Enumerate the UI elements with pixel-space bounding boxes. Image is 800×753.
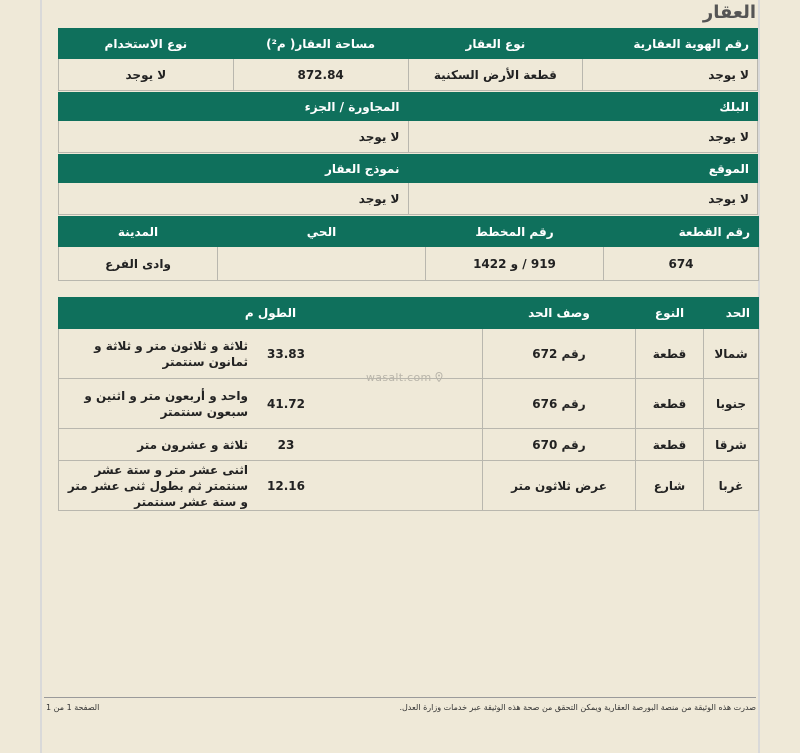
usage-type-header: نوع الاستخدام bbox=[59, 29, 234, 59]
property-id-value: لا يوجد bbox=[583, 59, 758, 91]
length-number: 41.72 bbox=[267, 396, 305, 411]
location-value: لا يوجد bbox=[408, 183, 758, 215]
length-number: 12.16 bbox=[267, 478, 305, 493]
table-row bbox=[59, 379, 759, 429]
side-header: الحد bbox=[704, 298, 759, 329]
type-cell: شارع bbox=[636, 461, 704, 511]
length-text: ثلاثة و عشرون متر bbox=[137, 437, 248, 452]
plan-number-value: 919 / و 1422 bbox=[426, 247, 604, 281]
type-cell: قطعة bbox=[636, 379, 704, 429]
length-text: ثلاثة و ثلاثون متر و ثلاثة و ثمانون سنتمتر bbox=[94, 338, 248, 369]
district-value bbox=[218, 247, 426, 281]
property-type-header: نوع العقار bbox=[408, 29, 583, 59]
table-row bbox=[59, 461, 759, 511]
district-header: الحي bbox=[218, 217, 426, 247]
plot-number-value: 674 bbox=[604, 247, 759, 281]
property-model-value: لا يوجد bbox=[59, 183, 409, 215]
city-header: المدينة bbox=[59, 217, 218, 247]
plot-table bbox=[58, 216, 759, 281]
plan-number-header: رقم المخطط bbox=[426, 217, 604, 247]
footer-note: صدرت هذه الوثيقة من منصة البورصة العقارية ويمكن التحقق من صحة هذه الوثيقة عبر خدمات وزارة العدل. bbox=[399, 703, 756, 712]
block-table bbox=[58, 92, 758, 153]
page-number: الصفحة 1 من 1 bbox=[46, 703, 100, 712]
type-cell: قطعة bbox=[636, 329, 704, 379]
usage-type-value: لا يوجد bbox=[59, 59, 234, 91]
description-cell: رقم 676 bbox=[483, 379, 636, 429]
property-id-header: رقم الهوية العقارية bbox=[583, 29, 758, 59]
watermark-text: wasalt.com bbox=[366, 371, 432, 384]
neighborhood-part-header: المجاورة / الجزء bbox=[59, 93, 409, 121]
length-text: واحد و أربعون متر و اثنين و سبعون سنتمتر bbox=[84, 388, 248, 419]
length-number: 33.83 bbox=[267, 346, 305, 361]
watermark bbox=[366, 371, 443, 384]
length-cell bbox=[59, 429, 483, 461]
side-cell: شمالا bbox=[704, 329, 759, 379]
length-cell bbox=[59, 379, 483, 429]
description-header: وصف الحد bbox=[483, 298, 636, 329]
property-model-header: نموذج العقار bbox=[59, 155, 409, 183]
description-cell: رقم 672 bbox=[483, 329, 636, 379]
property-info-table bbox=[58, 28, 758, 91]
side-cell: شرقا bbox=[704, 429, 759, 461]
neighborhood-part-value: لا يوجد bbox=[59, 121, 409, 153]
location-pin-icon bbox=[435, 371, 443, 384]
location-table bbox=[58, 154, 758, 215]
type-header: النوع bbox=[636, 298, 704, 329]
property-area-header: مساحة العقار( م²) bbox=[233, 29, 408, 59]
side-cell: جنوبا bbox=[704, 379, 759, 429]
location-header: الموقع bbox=[408, 155, 758, 183]
plot-number-header: رقم القطعة bbox=[604, 217, 759, 247]
length-cell bbox=[59, 461, 483, 511]
type-cell: قطعة bbox=[636, 429, 704, 461]
boundaries-table bbox=[58, 297, 759, 511]
left-frame-line bbox=[40, 0, 42, 753]
footer-divider bbox=[44, 697, 756, 698]
table-row bbox=[59, 429, 759, 461]
length-text: اثنى عشر متر و ستة عشر سنتمتر ثم بطول ثنى عشر متر و ستة عشر سنتمتر bbox=[67, 462, 248, 509]
city-value: وادى الفرع bbox=[59, 247, 218, 281]
block-value: لا يوجد bbox=[408, 121, 758, 153]
description-cell: رقم 670 bbox=[483, 429, 636, 461]
page-title: العقار bbox=[702, 2, 756, 23]
length-header: الطول م bbox=[59, 298, 483, 329]
length-number: 23 bbox=[277, 437, 295, 452]
property-area-value: 872.84 bbox=[233, 59, 408, 91]
block-header: البلك bbox=[408, 93, 758, 121]
property-type-value: قطعة الأرض السكنية bbox=[408, 59, 583, 91]
description-cell: عرض ثلاثون متر bbox=[483, 461, 636, 511]
side-cell: غربا bbox=[704, 461, 759, 511]
